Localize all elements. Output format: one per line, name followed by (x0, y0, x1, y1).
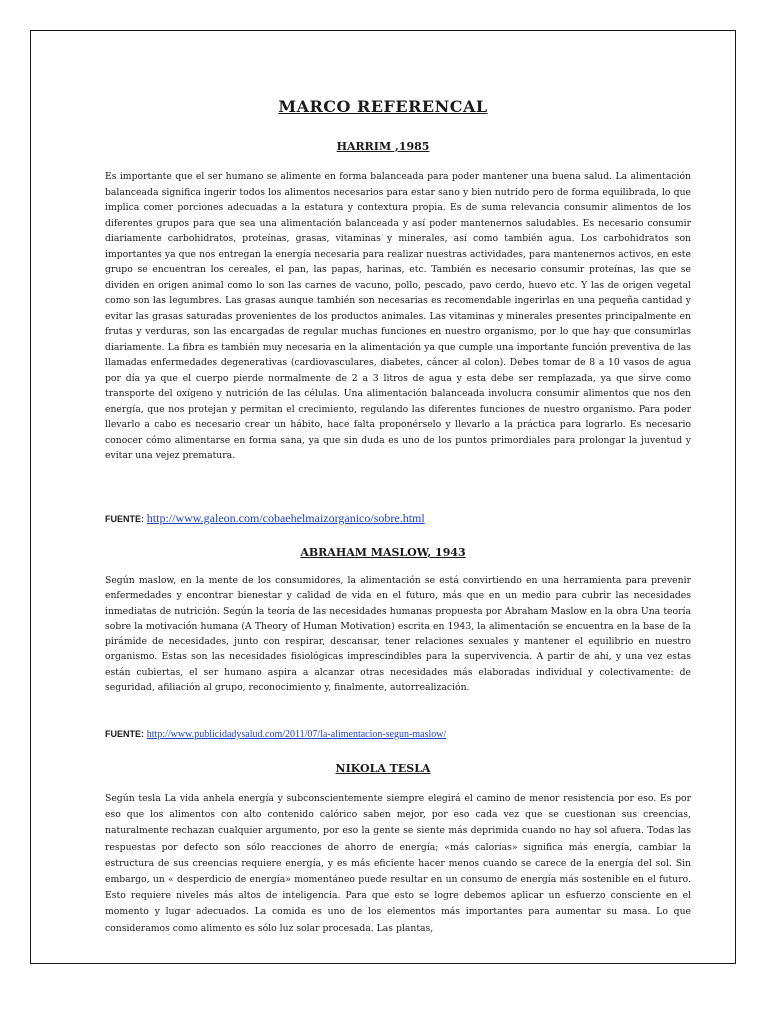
document-page (30, 30, 736, 964)
page-title: MARCO REFERENCAL (278, 97, 488, 116)
source-label: FUENTE: (105, 514, 144, 524)
source-label: FUENTE: (105, 729, 144, 739)
section-paragraph-harrim: Es importante que el ser humano se alimente en forma balanceada para poder mantener una buena salud. La alimentación balanceada significa ingerir todos los alimentos necesarios para estar sano y bien nutrido pero de forma equilibrada, lo que implica comer porciones adecuadas a la estatura y contextura propia. Es de suma relevancia consumir alimentos de los diferentes grupos para que sea una alimentación balanceada y así poder mantenernos saludables. Es necesario consumir diariamente carbohidratos, proteínas, grasas, vitaminas y minerales, así como también agua. Los carbohidratos son importantes ya que nos entregan la energía necesaria para realizar nuestras actividades, para mantenernos activos, en este grupo se encuentran los cereales, el pan, las papas, harinas, etc. También es necesario consumir proteínas, las que se dividen en origen animal como lo son las carnes de vacuno, pollo, pescado, pavo cerdo, huevo etc. Y las de origen vegetal como son las legumbres. Las grasas aunque también son necesarias es recomendable ingerirlas en una pequeña cantidad y evitar las grasas saturadas provenientes de los productos animales. Las vitaminas y minerales presentes principalmente en frutas y verduras, son las encargadas de regular muchas funciones en nuestro organismo, por lo que hay que consumirlas diariamente. La fibra es también muy necesaria en la alimentación ya que cumple una importante función preventiva de las llamadas enfermedades degenerativas (cardiovasculares, diabetes, cáncer al colon). Debes tomar de 8 a 10 vasos de agua por día ya que el cuerpo pierde normalmente de 2 a 3 litros de agua y esta debe ser remplazada, ya que sirve como transporte del oxígeno y nutrición de las células. Una alimentación balanceada involucra consumir alimentos que nos den energía, que nos protejan y permitan el crecimiento, regulando las diferentes funciones de nuestro organismo. Para poder llevarlo a cabo es necesario crear un hábito, hace falta proponérselo y llevarlo a la práctica para lograrlo. Es necesario conocer cómo alimentarse en forma sana, ya que sin duda es uno de los puntos primordiales para prolongar la juventud y evitar una vejez prematura. (105, 171, 691, 461)
source-line-maslow (105, 729, 446, 740)
section-paragraph-maslow: Según maslow, en la mente de los consumidores, la alimentación se está convirtiendo en una herramienta para prevenir enfermedades y encontrar bienestar y calidad de vida en el futuro, más que en un medio para cubrir las necesidades inmediatas de nutrición. Según la teoría de las necesidades humanas propuesta por Abraham Maslow en la obra Una teoría sobre la motivación humana (A Theory of Human Motivation) escrita en 1943, la alimentación se encuentra en la base de la pirámide de necesidades, junto con respirar, descansar, tener relaciones sexuales y mantener el equilibrio en nuestro organismo. Estas son las necesidades fisiológicas imprescindibles para la supervivencia. A partir de ahí, y una vez estas están cubiertas, el ser humano aspira a alcanzar otras necesidades más elaboradas individual y colectivamente: de seguridad, afiliación al grupo, reconocimiento y, finalmente, autorrealización. (105, 575, 691, 694)
section-heading-harrim: HARRIM ,1985 (336, 140, 430, 153)
source-line-harrim (105, 511, 425, 526)
section-heading-tesla: NIKOLA TESLA (335, 762, 431, 775)
source-link-publicidadysalud[interactable]: http://www.publicidadysalud.com/2011/07/la-alimentacion-segun-maslow/ (146, 729, 447, 740)
section-heading-maslow: ABRAHAM MASLOW, 1943 (300, 546, 466, 559)
source-link-galeon[interactable]: http://www.galeon.com/cobaehelmaizorganico/sobre.html (146, 511, 425, 525)
section-paragraph-tesla: Según tesla La vida anhela energía y subconscientemente siempre elegirá el camino de menor resistencia por eso. Es por eso que los alimentos con alto contenido calórico saben mejor, por eso cada vez que se cuestionan sus creencias, naturalmente rechazan cualquier argumento, por eso la gente se siente más deprimida cuando no hay sol afuera. Todas las respuestas por defecto son sólo reacciones de ahorro de energía; «más calorías» significa más energía, cambiar la estructura de sus creencias requiere energía, y es más eficiente hacer menos cuando se carece de la energía del sol. Sin embargo, un « desperdicio de energía» momentáneo puede resultar en un consumo de energía más sostenible en el futuro. Esto requiere niveles más altos de inteligencia. Para que esto se logre debemos aplicar un esfuerzo consciente en el momento y lugar adecuados. La comida es uno de los elementos más importantes para aumentar su masa. Lo que consideramos como alimento es sólo luz solar procesada. Las plantas, (105, 793, 691, 934)
